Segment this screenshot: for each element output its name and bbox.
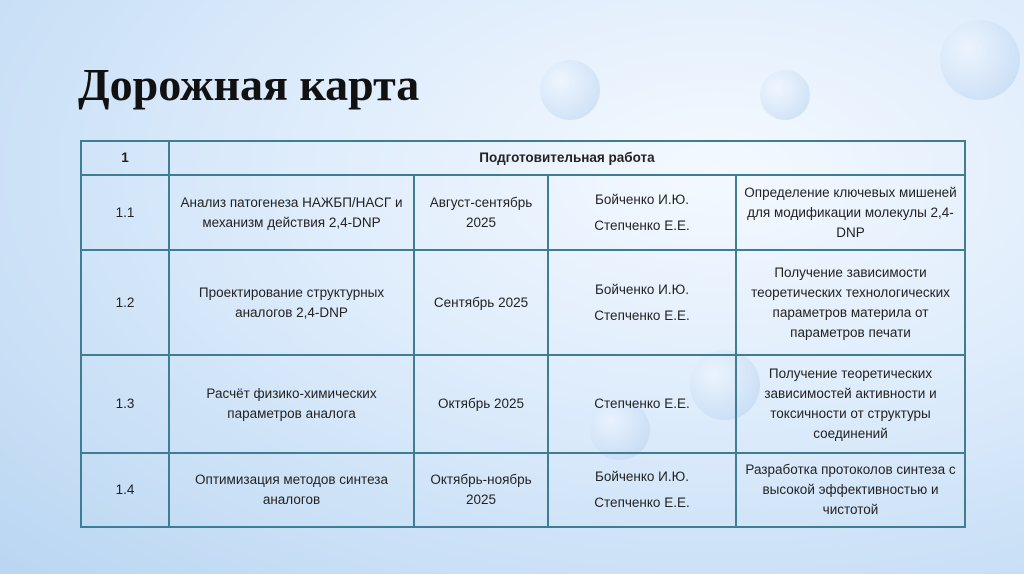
result-cell: Получение зависимости теоретических технологических параметров материла от параметров печати [736, 250, 965, 355]
row-number: 1.1 [81, 175, 169, 250]
table-row [81, 250, 965, 355]
person: Бойченко И.Ю. [594, 469, 690, 484]
task-cell: Проектирование структурных аналогов 2,4-DNP [169, 250, 414, 355]
row-number: 1.3 [81, 355, 169, 453]
person: Степченко Е.Е. [594, 307, 690, 323]
period-cell: Октябрь 2025 [414, 355, 548, 453]
table-row [81, 453, 965, 527]
people-cell [548, 175, 736, 250]
person: Степченко Е.Е. [594, 495, 690, 510]
period-cell: Октябрь-ноябрь 2025 [414, 453, 548, 527]
result-cell: Определение ключевых мишеней для модификации молекулы 2,4-DNP [736, 175, 965, 250]
person: Степченко Е.Е. [594, 217, 690, 233]
task-cell: Расчёт физико-химических параметров аналога [169, 355, 414, 453]
period-cell: Август-сентябрь 2025 [414, 175, 548, 250]
people-cell [548, 250, 736, 355]
result-cell: Получение теоретических зависимостей активности и токсичности от структуры соединений [736, 355, 965, 453]
section-title: Подготовительная работа [169, 141, 965, 175]
row-number: 1.4 [81, 453, 169, 527]
molecule-decoration [540, 60, 600, 120]
molecule-decoration [940, 20, 1020, 100]
section-number: 1 [81, 141, 169, 175]
people-cell [548, 453, 736, 527]
person: Бойченко И.Ю. [594, 281, 690, 297]
roadmap-table [80, 140, 966, 528]
table-header-row [81, 141, 965, 175]
task-cell: Оптимизация методов синтеза аналогов [169, 453, 414, 527]
molecule-decoration [760, 70, 810, 120]
table-row [81, 355, 965, 453]
result-cell: Разработка протоколов синтеза с высокой эффективностью и чистотой [736, 453, 965, 527]
person: Бойченко И.Ю. [594, 191, 690, 207]
period-cell: Сентябрь 2025 [414, 250, 548, 355]
people-cell [548, 355, 736, 453]
row-number: 1.2 [81, 250, 169, 355]
table-row [81, 175, 965, 250]
person: Степченко Е.Е. [594, 396, 690, 411]
page-title: Дорожная карта [78, 59, 420, 110]
task-cell: Анализ патогенеза НАЖБП/НАСГ и механизм действия 2,4-DNP [169, 175, 414, 250]
